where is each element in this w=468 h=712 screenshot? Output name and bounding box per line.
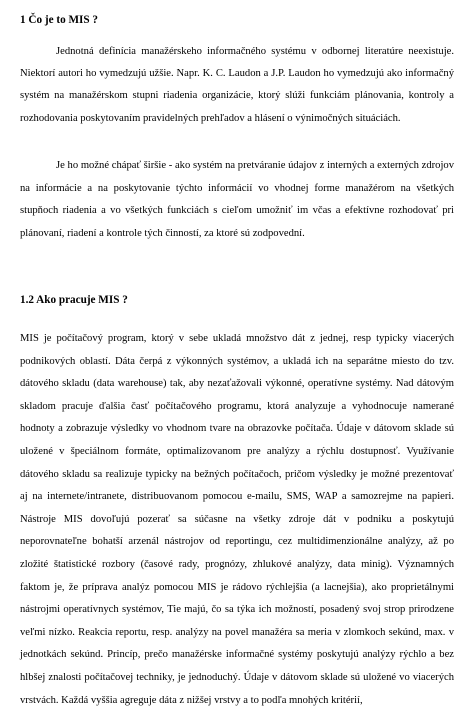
section-heading-what-is-mis: 1 Čo je to MIS ? — [20, 14, 98, 26]
section-heading-how-mis-works: 1.2 Ako pracuje MIS ? — [20, 294, 128, 306]
paragraph-definition: Jednotná definícia manažérskeho informačného systému v odbornej literatúre neexistuje. Niektorí autori ho vymedzujú užšie. Napr. K. C. Laudon a J.P. Laudon ho vymedzujú ako informačný systém na manažérskom stupni riadenia organizácie, ktorý slúži funkciám plánovania, kontroly a rozhodovania poskytovaním pravidelných prehľadov a hlásení o výnimočných situáciách. — [20, 46, 454, 124]
paragraph-how-mis-works: MIS je počítačový program, ktorý v sebe ukladá množstvo dát z jednej, resp typicky viacerých podnikových oblastí. Dáta čerpá z výkonných systémov, a ukladá ich na separátne miesto do tzv. dátového skladu (data warehouse) tak, aby nezaťažovali výkonné, operatívne systémy. Nad dátovým skladom pracuje ďalšia časť počítačového programu, ktorá analyzuje a vyhodnocuje namerané hodnoty a zobrazuje výsledky vo vhodnom tvare na obrazovke počítača. Údaje v dátovom sklade sú uložené v špeciálnom formáte, optimalizovanom pre analýzy a rýchlu dostupnosť. Využívanie dátového skladu sa realizuje typicky na bežných počítačoch, pričom výsledky je možné prezentovať aj na internete/intranete, distribuovanom pomocou e-mailu, SMS, WAP a samozrejme na papieri. Nástroje MIS dovoľujú pozerať sa súčasne na všetky zdroje dát v podniku a poskytujú neporovnateľne bohatší arzenál nástrojov od reportingu, cez multidimenzionálne analýzy, až po zložité štatistické rozbory (časové rady, prognózy, zhlukové analýzy, data minig). Významných faktom je, že príprava analýz pomocou MIS je rádovo rýchlejšia (a lacnejšia), ako proprietálnymi nástrojmi operatívnych systémov, Tie majú, čo sa týka ich možností, posadený svoj strop prirodzene veľmi nízko. Reakcia reportu, resp. analýzy na povel manažéra sa meria v zlomkoch sekúnd, max. v jednotkách sekúnd. Princíp, prečo manažérske informačné systémy poskytujú analýzy rýchlo a bez hlbšej znalosti počítačovej techniky, je jednoduchý. Údaje v dátovom sklade sú uložené vo viacerých vrstvách. Každá vyššia agreguje dáta z nižšej vrstvy a to podľa mnohých kritérií, — [20, 333, 454, 706]
paragraph-broader-definition: Je ho možné chápať širšie - ako systém na pretváranie údajov z interných a externých zdrojov na informácie a na poskytovanie týchto informácií vo vhodnej forme manažérom na všetkých stupňoch riadenia a vo všetkých funkciách s cieľom umožniť im včas a efektívne rozhodovať pri plánovaní, riadení a kontrole tých činností, za ktoré sú zodpovední. — [20, 159, 454, 240]
